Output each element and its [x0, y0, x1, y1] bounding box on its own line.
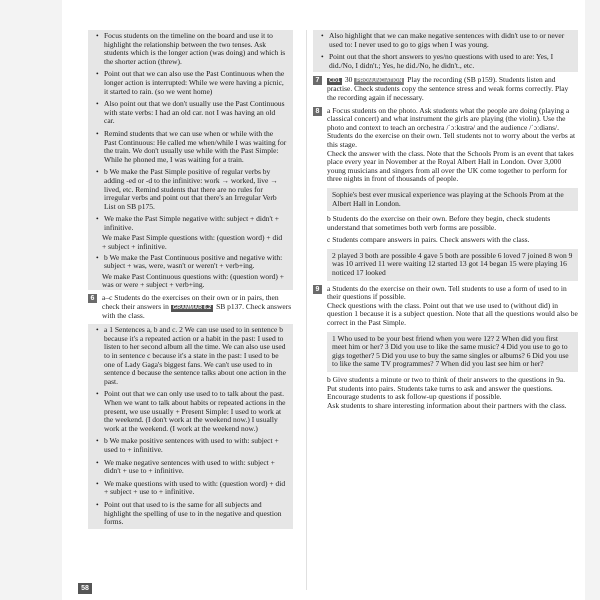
exercise-6-text-cont: SB p137. Check answers with the class.	[102, 301, 292, 320]
exercise-8c-text: c Students compare answers in pairs. Check answers with the class.	[327, 235, 530, 245]
note-bullet: • Point out that we can also use the Past Continuous when the longer action is interrupted: While we were having a picnic, it started to rain. (so we went home)	[88, 68, 293, 98]
right-column	[313, 30, 578, 410]
note-bullet: • Point out that we can only use used to to talk about the past. When we want to talk about habits or repeated actions in the present, we use usually + Present Simple: I used to work at the weekend. (I don't work at the weekend now.) I usually work at the weekend. (I work at the weekend now.)	[88, 388, 293, 435]
page-number: 58	[78, 583, 92, 594]
exercise-number: 9	[313, 285, 322, 294]
note-bullet: • b We make the Past Continuous positive and negative with: subject + was, were, wasn't or weren't + verb+ing.	[88, 252, 293, 273]
answer-box-9a	[327, 332, 578, 372]
grammar-tag: GRAMMAR 6.2	[172, 304, 212, 311]
exercise-7-text: Play the recording (SB p159). Students listen and practise. Check students copy the sentence stress and weak forms correctly. Play the recording again if necessary.	[327, 75, 569, 102]
exercise-7	[313, 76, 578, 102]
exercise-9b-text-2: Put students into pairs. Students take turns to ask and answer the questions. Encourage students to ask follow-up questions if possible.	[327, 383, 553, 402]
note-bullet: • We make questions with used to with: (question word) + did + subject + use to + infinitive.	[88, 478, 293, 499]
note-bullet: • Point out that used to is the same for all subjects and highlight the spelling of use to in the negative and question forms.	[88, 499, 293, 529]
exercise-8a-text-3: Check the answer with the class. Note that the Schools Prom is an event that takes place every year in November at the Royal Albert Hall in London. Over 3,000 young musicians and singers from all over the UK come together to perform for three nights in front of thousands of people.	[327, 148, 574, 184]
exercise-9b-text-3: Ask students to share interesting information about their partners with the class.	[327, 400, 567, 410]
column-divider	[306, 30, 307, 590]
exercise-9b	[313, 376, 578, 410]
exercise-9a-text: a Students do the exercise on their own. Tell students to use a form of used to in their questions if possible.	[327, 283, 567, 302]
grammar-notes-box	[88, 30, 293, 290]
note-bullet: • Also highlight that we can make negative sentences with didn't use to or never used to: I never used to go to gigs when I was young.	[313, 30, 578, 51]
note-line: We make Past Continuous questions with: (question word) + was or were + subject + verb+ing.	[102, 271, 284, 290]
answer-8a: Sophie's best ever musical experience was playing at the Schools Prom at the Albert Hall in London.	[332, 189, 564, 208]
answer-box-8a	[327, 188, 578, 211]
exercise-8bc	[313, 215, 578, 245]
exercise-9b-text: b Give students a minute or two to think of their answers to the questions in 9a.	[327, 375, 566, 384]
note-bullet: • Focus students on the timeline on the board and use it to highlight the relationship between the two tenses. Ask students which is the longer action (was doing) and which is the shorter action (threw).	[88, 30, 293, 68]
answers-9a: 1 Who used to be your best friend when you were 12? 2 When did you first meet him or her? 3 Did you use to like the same music? 4 Did you use to go to gigs together? 5 Did you use to buy the same singles or albums? 6 Did you use to like the same TV programmes? 7 When did you last see him or her?	[332, 333, 569, 369]
exercise-number: 6	[88, 294, 97, 303]
exercise-9a-text-2: Check questions with the class. Point out that we use used to (without did) in question 1 because it is a subject question. Note that all the questions would also be correct in the Past Simple.	[327, 300, 578, 328]
note-bullet: • Also point out that we don't usually use the Past Continuous with state verbs: I had an old car. not I was having an old car.	[88, 98, 293, 128]
note-line: We make Past Simple questions with: (question word) + did + subject + infinitive.	[102, 233, 283, 252]
note-bullet: • Remind students that we can use when or while with the Past Continuous: He called me when/while I was waiting for the train. We don't usually use while with the Past Simple: While he phoned me, I was waiting for a train.	[88, 128, 293, 166]
exercise-6	[88, 294, 293, 320]
note-bullet: • Point out that the short answers to yes/no questions with used to are: Yes, I did./No, I didn't.; Yes, he did./No, he didn't., etc.	[313, 51, 578, 72]
note-bullet: • We make negative sentences with used to with: subject + didn't + use to + infinitive.	[88, 457, 293, 478]
exercise-8	[313, 107, 578, 184]
exercise-6-text: a–c Students do the exercises on their own or in pairs, then check their answers in	[102, 293, 279, 311]
exercise-9	[313, 285, 578, 328]
note-bullet: • b We make positive sentences with used to with: subject + used to + infinitive.	[88, 435, 293, 456]
cd-tag: CD1	[329, 78, 341, 85]
left-column	[88, 30, 293, 529]
pronunciation-tag: PRONUNCIATION	[356, 78, 403, 85]
note-bullet: • a 1 Sentences a, b and c. 2 We can use used to in sentence b because it's a repeated action or a habit in the past: I used to listen to her second album all the time. We can also use used to in sentence c because it's a state in the past: I used to be one of Lady Gaga's biggest fans. We can't use used to in sentence d because the sentence talks about one action in the past.	[88, 324, 293, 388]
answer-box-8c	[327, 249, 578, 281]
exercise-number: 7	[313, 76, 322, 85]
track-number: 30	[344, 75, 353, 85]
exercise-8a-text-2: Students do the exercise on their own. Tell students not to worry about the verbs at this stage.	[327, 131, 576, 149]
used-to-notes-box	[88, 324, 293, 528]
note-bullet: • We make the Past Simple negative with: subject + didn't + infinitive.	[88, 213, 293, 234]
exercise-8a-text: a Focus students on the photo. Ask students what the people are doing (playing a classical concert) and what instrument the girls are playing (the violin). Use the photo and context to teach an orchestra /ˈɔːkɪstrə/ and the audience /ˈɔːdiəns/.	[327, 105, 570, 132]
exercise-number: 8	[313, 107, 322, 116]
exercise-8b-text: b Students do the exercise on their own. Before they begin, check students understand that sometimes both verb forms are possible.	[327, 214, 551, 232]
note-bullet: • b We make the Past Simple positive of regular verbs by adding -ed or -d to the infinitive: work → worked, live → lived, etc. Remind students that there are no rules for irregular verbs and point out that there's an Irregular Verb List on SB p175.	[88, 166, 293, 213]
page-margin-left	[0, 0, 62, 600]
page-margin-right	[585, 0, 600, 600]
answers-8c: 2 played 3 both are possible 4 gave 5 both are possible 6 loved 7 joined 8 won 9 was 10 arrived 11 were waiting 12 started 13 got 14 began 15 were playing 16 noticed 17 looked	[332, 250, 573, 278]
used-to-notes-box-2	[313, 30, 578, 72]
